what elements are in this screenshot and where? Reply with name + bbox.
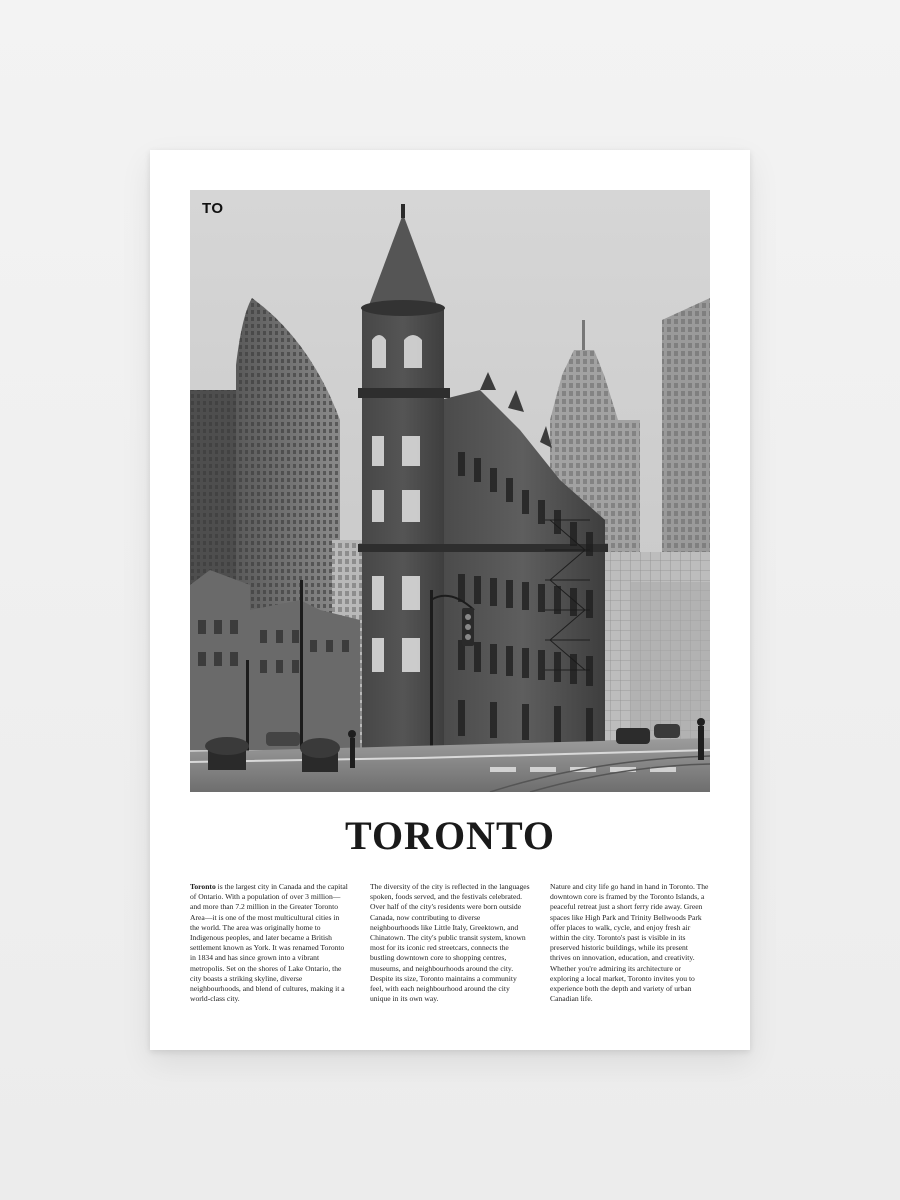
description-column-2: The diversity of the city is reflected in the languages spoken, foods served, and the festivals celebrated. Over half of the city's residents were born outside Canada, now contributing to diverse neighbourhoods like Little Italy, Greektown, and Chinatown. The city's public transit system, known most for its iconic red streetcars, connects the bustling downtown core to shopping centres, museums, and neighbourhoods around the city. Despite its size, Toronto maintains a community feel, with each neighbourhood around the city unique in its own way. (370, 882, 530, 1004)
intro-bold-word: Toronto (190, 882, 216, 891)
flatiron-building-photo (190, 190, 710, 792)
city-title: TORONTO (344, 813, 556, 858)
description-column-3: Nature and city life go hand in hand in Toronto. The downtown core is framed by the Toronto Islands, a peaceful retreat just a short ferry ride away. Green spaces like High Park and Trinity Bellwoods Park offer places to walk, cycle, and enjoy fresh air within the city. Toronto's past is visible in its preserved historic buildings, while its present thrives on innovation, education, and creativity. Whether you're admiring its architecture or exploring a local market, Toronto invites you to experience both the depth and variety of urban Canadian life. (550, 882, 709, 1004)
poster-print (150, 150, 750, 1050)
city-abbreviation-badge: TO (202, 200, 224, 217)
column-1-text: is the largest city in Canada and the capital of Ontario. With a population of over 3 million—and more than 7.2 million in the Greater Toronto Area—it is one of the most multicultural cities in the world. The area was originally home to Indigenous peoples, and later became a British settlement known as York. It was renamed Toronto in 1834 and has since grown into a vibrant metropolis. Set on the shores of Lake Ontario, the city boasts a striking skyline, diverse neighbourhoods, and blend of cultures, making it a world-class city. (190, 882, 348, 1004)
description-column-1 (190, 882, 350, 1004)
city-photo-illustration (190, 190, 710, 792)
description-columns (190, 882, 710, 1004)
